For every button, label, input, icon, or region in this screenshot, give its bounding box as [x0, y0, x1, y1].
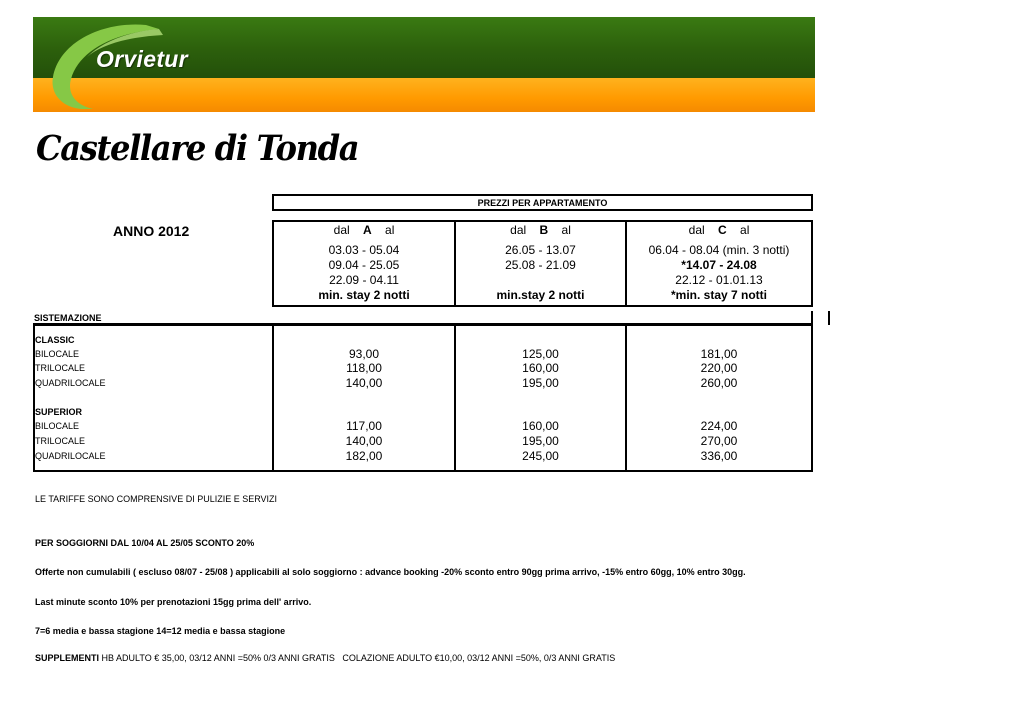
period-b-header [456, 223, 625, 237]
price-cell: 118,00 [346, 361, 382, 375]
period-b-code: B [539, 223, 549, 237]
price-cell: 181,00 [700, 347, 738, 361]
header-banner [33, 17, 815, 112]
page-title: Castellare di Tonda [36, 128, 359, 169]
period-a-al: al [385, 223, 395, 237]
price-cell: 195,00 [522, 434, 559, 448]
sistemazione-label: SISTEMAZIONE [34, 313, 102, 323]
year-label: ANNO 2012 [113, 223, 190, 239]
room-label: BILOCALE [35, 421, 80, 431]
price-cell: 93,00 [348, 347, 380, 361]
note-last-minute: Last minute sconto 10% per prenotazioni 15gg prima dell' arrivo. [35, 597, 312, 607]
period-a-code: A [363, 223, 372, 237]
price-cell: 224,00 [700, 419, 738, 433]
price-cell: 336,00 [700, 449, 738, 463]
price-cell: 245,00 [522, 449, 559, 463]
table-header-label: PREZZI PER APPARTAMENTO [477, 198, 608, 208]
room-label: QUADRILOCALE [35, 378, 106, 388]
period-c-dal: dal [688, 223, 705, 237]
room-label: TRILOCALE [35, 436, 86, 446]
period-c-date: 06.04 - 08.04 (min. 3 notti) [648, 243, 790, 257]
note-supplementi [35, 653, 615, 663]
sistemazione-right-edge [811, 311, 813, 325]
category-classic: CLASSIC [35, 335, 75, 345]
room-label: TRILOCALE [35, 363, 86, 373]
note-tariffe: LE TARIFFE SONO COMPRENSIVE DI PULIZIE E SERVIZI [35, 494, 278, 504]
period-c-date: *14.07 - 24.08 [681, 258, 757, 272]
period-c-header [627, 223, 811, 237]
price-cell: 160,00 [522, 419, 559, 433]
period-a-date: 22.09 - 04.11 [329, 273, 399, 287]
note-sconto: PER SOGGIORNI DAL 10/04 AL 25/05 SCONTO 20% [35, 538, 255, 548]
period-a-date: 03.03 - 05.04 [328, 243, 400, 257]
period-c-date: 22.12 - 01.01.13 [675, 273, 763, 287]
price-cell: 195,00 [522, 376, 559, 390]
price-cell: 117,00 [346, 419, 382, 433]
category-superior: SUPERIOR [35, 407, 83, 417]
period-b-al: al [561, 223, 571, 237]
price-cell: 182,00 [345, 449, 383, 463]
period-b-date: 25.08 - 21.09 [505, 258, 576, 272]
price-cell: 220,00 [700, 361, 738, 375]
note-media: 7=6 media e bassa stagione 14=12 media e bassa stagione [35, 626, 286, 636]
period-a-min-stay: min. stay 2 notti [318, 288, 410, 302]
room-label: BILOCALE [35, 349, 80, 359]
price-cell: 140,00 [345, 434, 383, 448]
table-header-box [272, 194, 813, 211]
price-cell: 260,00 [700, 376, 738, 390]
period-c-al: al [740, 223, 750, 237]
period-b-date: 26.05 - 13.07 [505, 243, 576, 257]
period-a-dal: dal [333, 223, 350, 237]
room-label: QUADRILOCALE [35, 451, 106, 461]
period-b-min-stay: min.stay 2 notti [496, 288, 585, 302]
price-cell: 140,00 [345, 376, 383, 390]
price-cell: 125,00 [522, 347, 559, 361]
period-b-dal: dal [510, 223, 527, 237]
note-offerte: Offerte non cumulabili ( escluso 08/07 - 25/08 ) applicabili al solo soggiorno : advance booking -20% sconto entro 90gg prima arrivo, -15% entro 60gg, 10% entro 30gg. [35, 567, 746, 577]
period-c-code: C [718, 223, 727, 237]
brand-logo-text: Orvietur [96, 46, 188, 72]
price-cell: 160,00 [522, 361, 559, 375]
supplementi-label: SUPPLEMENTI [35, 653, 100, 663]
period-a-header [274, 223, 454, 237]
margin-mark [828, 311, 830, 325]
price-cell: 270,00 [700, 434, 738, 448]
supplementi-text: HB ADULTO € 35,00, 03/12 ANNI =50% 0/3 ANNI GRATIS COLAZIONE ADULTO €10,00, 03/12 ANNI =50%, 0/3 ANNI GRATIS [99, 653, 616, 663]
period-c-min-stay: *min. stay 7 notti [670, 288, 768, 302]
period-a-date: 09.04 - 25.05 [328, 258, 400, 272]
